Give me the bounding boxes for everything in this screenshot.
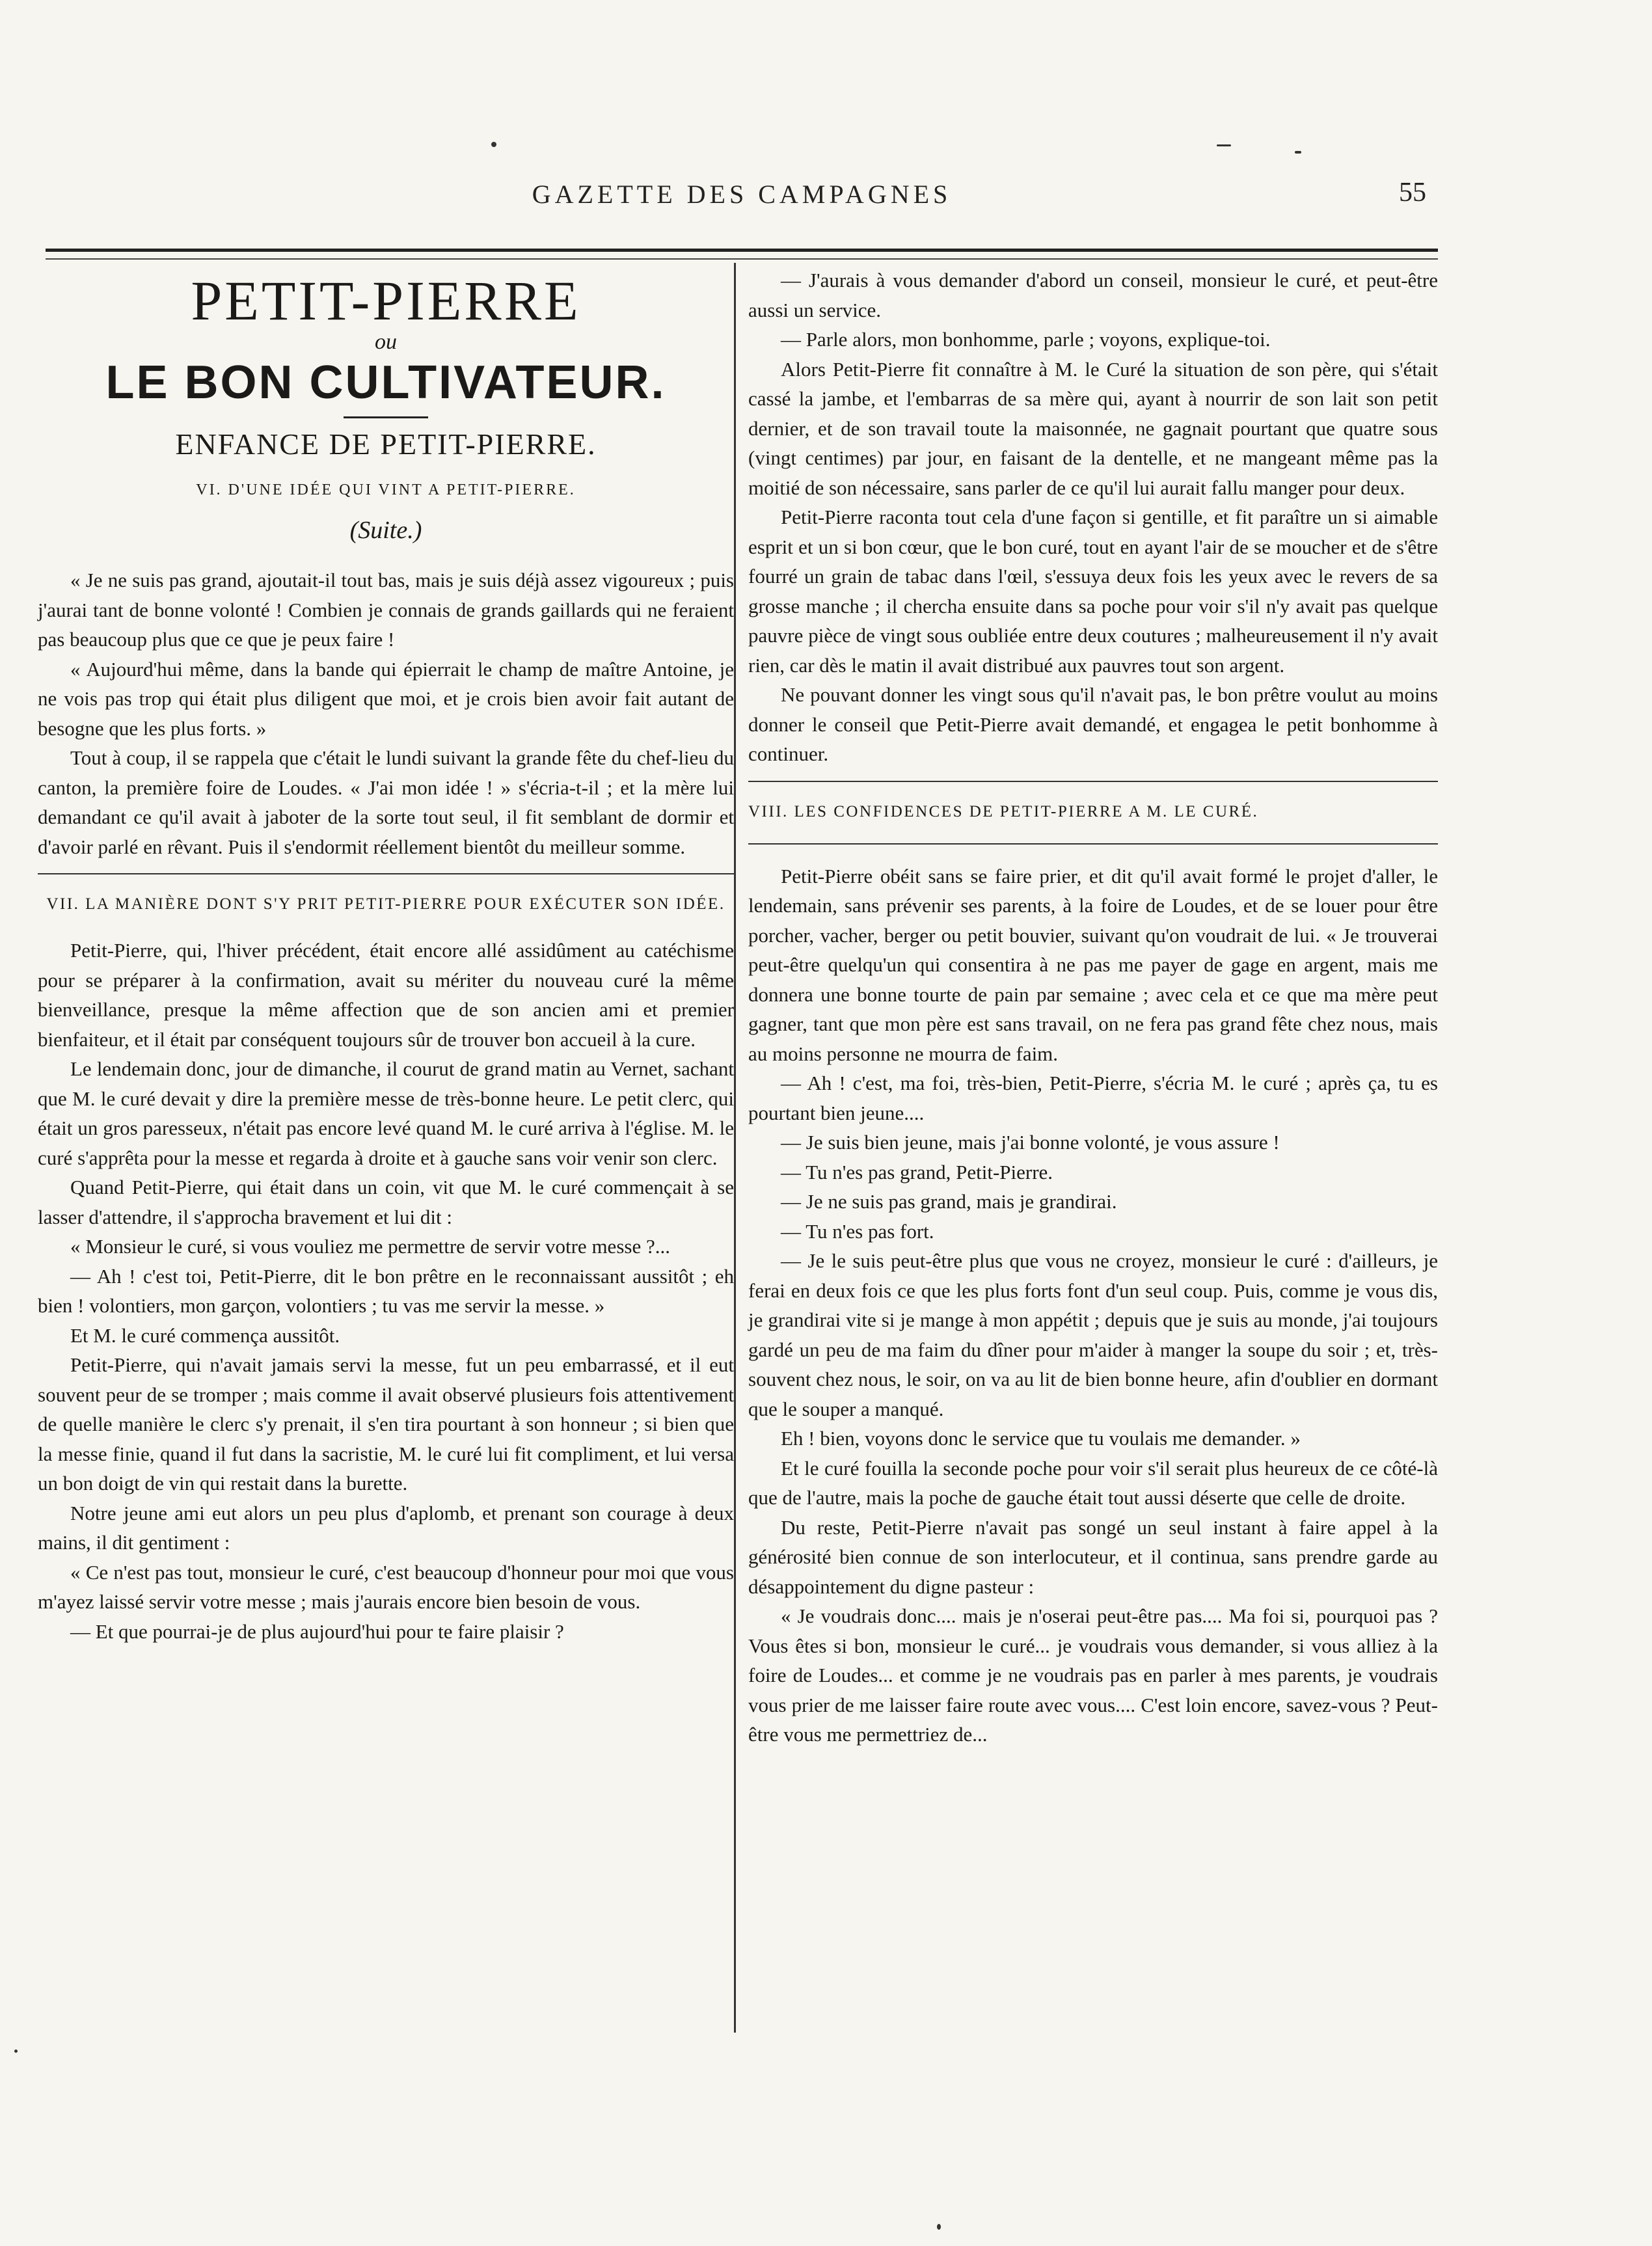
paragraph: Du reste, Petit-Pierre n'avait pas songé un seul instant à faire appel à la générosité bien connue de son interlocuteur, et il continua, sans prendre garde au désappointement du digne pasteur :: [748, 1515, 1438, 1598]
print-speck: [937, 2224, 941, 2230]
print-speck: [491, 142, 496, 147]
paragraph: — J'aurais à vous demander d'abord un conseil, monsieur le curé, et peut-être aussi un service.: [748, 269, 1438, 321]
title-rule: [344, 416, 428, 418]
left-column: [38, 265, 734, 1646]
section-rule: [748, 843, 1438, 845]
paragraph: — Ah ! c'est toi, Petit-Pierre, dit le bon prêtre en le reconnaissant aussitôt ; eh bien ! volontiers, mon garçon, volontiers ; tu vas me servir la messe. »: [38, 1264, 734, 1317]
story-or: ou: [375, 330, 397, 354]
continued-label: (Suite.): [349, 517, 422, 544]
paragraph: — Je le suis peut-être plus que vous ne croyez, monsieur le curé : d'ailleurs, je ferai en deux fois ce que les plus forts font d'un seul coup. Puis, comme je vous dis, je grandirai vite si je mange à mon appétit ; depuis que je suis au monde, j'ai toujours gardé un peu de ma faim du dîner pour m'aider à manger la soupe du soir ; et, très-souvent chez nous, le soir, on va au lit de bien bonne heure, afin d'oublier en dormant que le souper a manqué.: [748, 1249, 1438, 1420]
paragraph: Le lendemain donc, jour de dimanche, il courut de grand matin au Vernet, sachant que M. le curé devait y dire la première messe de très-bonne heure. Le petit clerc, qui était un gros paresseux, n'était pas encore levé quand M. le curé arriva à l'église. M. le curé s'apprêta pour la messe et regarda à droite et à gauche sans voir venir son clerc.: [38, 1057, 734, 1169]
header-rule: [46, 249, 1438, 260]
print-speck: [1295, 151, 1301, 154]
paragraph: — Et que pourrai-je de plus aujourd'hui pour te faire plaisir ?: [70, 1619, 564, 1643]
running-header: [46, 179, 1438, 210]
paragraph: Notre jeune ami eut alors un peu plus d'aplomb, et prenant son courage à deux mains, il dit gentiment :: [38, 1501, 734, 1554]
paragraph: Petit-Pierre obéit sans se faire prier, et dit qu'il avait formé le projet d'aller, le lendemain, sans prévenir ses parents, à la foire de Loudes, et de se louer pour être porcher, vacher, berger ou petit bouvier, suivant qu'on voudrait de lui. « Je trouverai peut-être quelqu'un qui consentira à ne pas me payer de gage en argent, mais me donnera une bonne tourte de pain par semaine ; avec cela et ce que ma mère peut gagner, tant que mon père est sans travail, on ne fera pas grand fête chez nous, mais au moins personne ne mourra de faim.: [748, 864, 1438, 1065]
section-rule: [748, 781, 1438, 782]
right-column: [748, 265, 1438, 1750]
paragraph: « Aujourd'hui même, dans la bande qui épierrait le champ de maître Antoine, je ne vois pas trop qui était plus diligent que moi, et je crois bien avoir fait autant de besogne que les plus forts. »: [38, 657, 734, 740]
paragraph: — Tu n'es pas grand, Petit-Pierre.: [781, 1160, 1053, 1184]
print-speck: [14, 2050, 18, 2053]
chapter-heading: VI. D'UNE IDÉE QUI VINT A PETIT-PIERRE.: [196, 481, 576, 498]
paragraph: « Monsieur le curé, si vous vouliez me permettre de servir votre messe ?...: [70, 1235, 670, 1258]
story-title: PETIT-PIERRE: [191, 269, 581, 332]
paragraph: — Je suis bien jeune, mais j'ai bonne volonté, je vous assure !: [781, 1131, 1280, 1154]
paragraph: Eh ! bien, voyons donc le service que tu voulais me demander. »: [781, 1427, 1301, 1450]
story-subtitle: LE BON CULTIVATEUR.: [105, 357, 666, 409]
page-number: 55: [1399, 178, 1426, 208]
paragraph: Petit-Pierre raconta tout cela d'une façon si gentille, et fit paraître un si aimable esprit et un si bon cœur, que le bon curé, tout en ayant l'air de se moucher et de s'être fourré un grain de tabac dans l'œil, s'essuya deux fois les yeux avec le revers de sa grosse manche ; il chercha ensuite dans sa poche pour voir s'il n'y avait pas quelque pauvre pièce de vingt sous oubliée entre deux coutures ; malheureusement il n'y avait rien, car dès le matin il avait distribué aux pauvres tout son argent.: [748, 506, 1438, 677]
paragraph: — Je ne suis pas grand, mais je grandirai.: [781, 1190, 1117, 1213]
paragraph: Petit-Pierre, qui n'avait jamais servi la messe, fut un peu embarrassé, et il eut souvent peur de se tromper ; mais comme il avait observé plusieurs fois attentivement de quelle manière le clerc s'y prenait, il s'en tira pourtant à son honneur ; si bien que la messe finie, quand il fut dans la sacristie, M. le curé lui fit compliment, et lui versa un bon doigt de vin qui restait dans la burette.: [38, 1353, 734, 1495]
paragraph: — Ah ! c'est, ma foi, très-bien, Petit-Pierre, s'écria M. le curé ; après ça, tu es pourtant bien jeune....: [748, 1072, 1438, 1124]
paragraph: Ne pouvant donner les vingt sous qu'il n'avait pas, le bon prêtre voulut au moins donner le conseil que Petit-Pierre avait demandé, et engagea le petit bonhomme à continuer.: [748, 683, 1438, 765]
paragraph: « Je voudrais donc.... mais je n'oserai peut-être pas.... Ma foi si, pourquoi pas ? Vous êtes si bon, monsieur le curé... je voudrais vous demander, si vous alliez à la foire de Loudes... et comme je ne voudrais pas en parler à mes parents, je voudrais vous prier de me laisser faire route avec vous.... C'est loin encore, savez-vous ? Peut-être vous me permettriez de...: [748, 1604, 1438, 1746]
paragraph: « Ce n'est pas tout, monsieur le curé, c'est beaucoup d'honneur pour moi que vous m'ayez laissé servir votre messe ; mais j'aurais encore bien besoin de vous.: [38, 1560, 734, 1613]
running-title: GAZETTE DES CAMPAGNES: [532, 180, 952, 209]
paragraph: — Parle alors, mon bonhomme, parle ; voyons, explique-toi.: [781, 328, 1271, 351]
paragraph: — Tu n'es pas fort.: [781, 1219, 934, 1243]
column-divider: [734, 263, 736, 2033]
paragraph: « Je ne suis pas grand, ajoutait-il tout bas, mais je suis déjà assez vigoureux ; puis j'aurai tant de bonne volonté ! Combien je connais de grands gaillards qui ne feraient pas beaucoup plus que ce que je peux faire !: [38, 569, 734, 651]
paragraph: Quand Petit-Pierre, qui était dans un coin, vit que M. le curé commençait à se lasser d'attendre, il s'approcha bravement et lui dit :: [38, 1176, 734, 1228]
paragraph: Et le curé fouilla la seconde poche pour voir s'il serait plus heureux de ce côté-là que de l'autre, mais la poche de gauche était tout aussi déserte que celle de droite.: [748, 1456, 1438, 1509]
section-rule: [38, 873, 734, 874]
paragraph: Alors Petit-Pierre fit connaître à M. le Curé la situation de son père, qui s'était cassé la jambe, et l'embarras de sa mère qui, ayant à nourrir de son lait son petit dernier, et de son travail toute la maisonnée, ne gagnait pourtant que quatre sous (vingt centimes) par jour, en faisant de la dentelle, et ne mangeant même pas la moitié de son nécessaire, sans parler de ce qu'il lui aurait fallu manger pour deux.: [748, 357, 1438, 499]
section-heading: VII. LA MANIÈRE DONT S'Y PRIT PETIT-PIERRE POUR EXÉCUTER SON IDÉE.: [46, 895, 725, 913]
print-speck: [1217, 144, 1231, 146]
paragraph: Et M. le curé commença aussitôt.: [70, 1323, 340, 1347]
part-title: ENFANCE DE PETIT-PIERRE.: [175, 427, 597, 461]
paragraph: Petit-Pierre, qui, l'hiver précédent, était encore allé assidûment au catéchisme pour se préparer à la confirmation, avait su mériter du nouveau curé la même bienveillance, presque la même affection que de son ancien ami et premier bienfaiteur, et il était par conséquent toujours sûr de trouver bon accueil à la cure.: [38, 939, 734, 1051]
section-heading: VIII. LES CONFIDENCES DE PETIT-PIERRE A M. LE CURÉ.: [748, 802, 1259, 820]
paragraph: Tout à coup, il se rappela que c'était le lundi suivant la grande fête du chef-lieu du canton, la première foire de Loudes. « J'ai mon idée ! » s'écria-t-il ; et la mère lui demandant ce qu'il avait à jaboter de la sorte tout seul, il fit semblant de dormir et d'avoir parlé en rêvant. Puis il s'endormit réellement bientôt du meilleur somme.: [38, 746, 734, 858]
